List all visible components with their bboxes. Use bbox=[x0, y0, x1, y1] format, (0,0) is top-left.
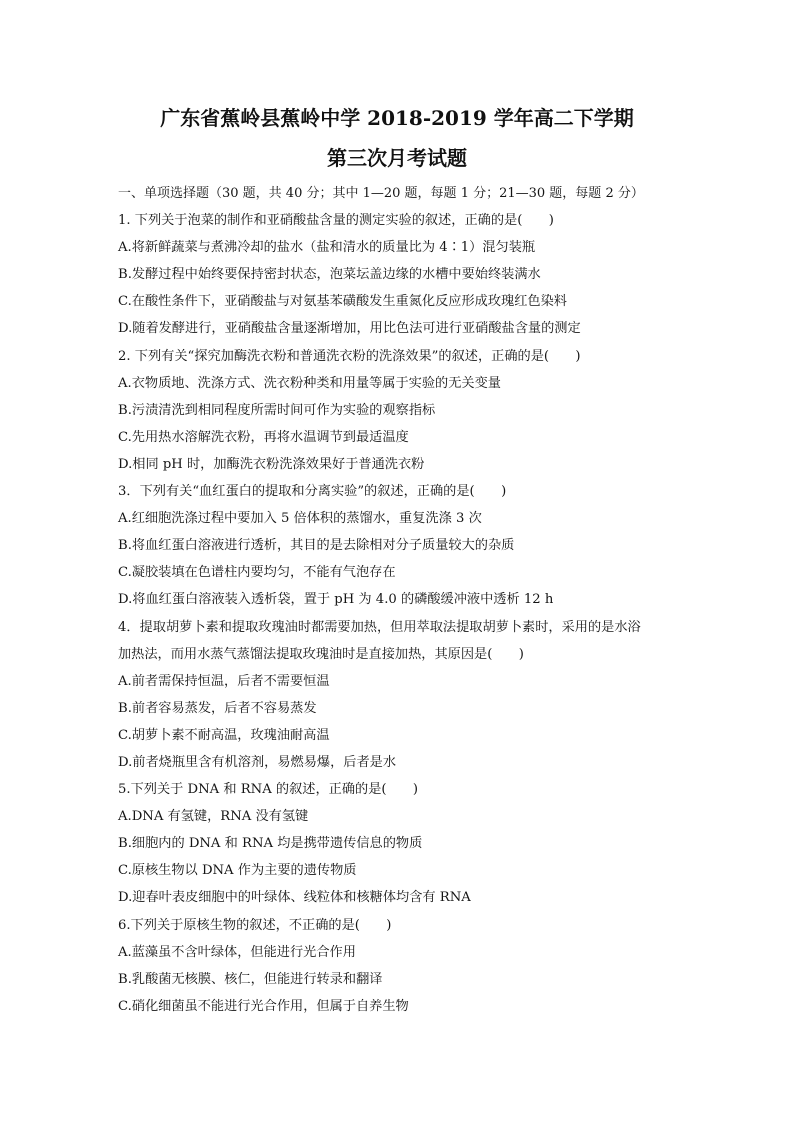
exam-body bbox=[118, 180, 678, 1020]
question-4-option-d: D.前者烧瓶里含有机溶剂，易燃易爆，后者是水 bbox=[118, 754, 397, 770]
question-4-stem-line2: 加热法，而用水蒸气蒸馏法提取玫瑰油时是直接加热，其原因是( ) bbox=[118, 646, 524, 662]
question-5-option-c: C.原核生物以 DNA 作为主要的遗传物质 bbox=[118, 863, 357, 879]
question-4-option-c: C.胡萝卜素不耐高温，玫瑰油耐高温 bbox=[118, 727, 330, 743]
exam-subtitle: 第三次月考试题 bbox=[327, 146, 467, 170]
question-6-option-a: A.蓝藻虽不含叶绿体，但能进行光合作用 bbox=[118, 944, 356, 960]
question-4-stem-line1: 4．提取胡萝卜素和提取玫瑰油时都需要加热，但用萃取法提取胡萝卜素时，采用的是水浴 bbox=[118, 619, 641, 635]
question-5-option-b: B.细胞内的 DNA 和 RNA 均是携带遗传信息的物质 bbox=[118, 836, 423, 852]
question-1-stem: 1. 下列关于泡菜的制作和亚硝酸盐含量的测定实验的叙述，正确的是( ) bbox=[118, 213, 554, 229]
question-3-stem: 3．下列有关“血红蛋白的提取和分离实验”的叙述，正确的是( ) bbox=[118, 484, 507, 500]
question-4-option-a: A.前者需保持恒温，后者不需要恒温 bbox=[118, 673, 330, 689]
question-6-stem: 6.下列关于原核生物的叙述，不正确的是( ) bbox=[118, 917, 392, 933]
question-5-option-a: A.DNA 有氢键，RNA 没有氢键 bbox=[118, 809, 309, 825]
question-1-option-c: C.在酸性条件下，亚硝酸盐与对氨基苯磺酸发生重氮化反应形成玫瑰红色染料 bbox=[118, 294, 567, 310]
question-4-option-b: B.前者容易蒸发，后者不容易蒸发 bbox=[118, 700, 317, 716]
question-5-option-d: D.迎春叶表皮细胞中的叶绿体、线粒体和核糖体均含有 RNA bbox=[118, 890, 471, 906]
question-2-option-c: C.先用热水溶解洗衣粉，再将水温调节到最适温度 bbox=[118, 429, 409, 445]
section-instruction: 一、单项选择题（30 题，共 40 分；其中 1—20 题，每题 1 分；21—30 题，每题 2 分） bbox=[118, 186, 644, 201]
question-3-option-d: D.将血红蛋白溶液装入透析袋，置于 pH 为 4.0 的磷酸缓冲液中透析 12 h bbox=[118, 592, 554, 608]
question-2-option-d: D.相同 pH 时，加酶洗衣粉洗涤效果好于普通洗衣粉 bbox=[118, 456, 425, 472]
question-3-option-c: C.凝胶装填在色谱柱内要均匀，不能有气泡存在 bbox=[118, 565, 396, 581]
question-3-option-b: B.将血红蛋白溶液进行透析，其目的是去除相对分子质量较大的杂质 bbox=[118, 538, 515, 554]
question-5-stem: 5.下列关于 DNA 和 RNA 的叙述，正确的是( ) bbox=[118, 782, 419, 798]
question-6-option-b: B.乳酸菌无核膜、核仁，但能进行转录和翻译 bbox=[118, 971, 383, 987]
exam-title: 广东省蕉岭县蕉岭中学 2018-2019 学年高二下学期 bbox=[160, 106, 634, 130]
question-1-option-b: B.发酵过程中始终要保持密封状态，泡菜坛盖边缘的水槽中要始终装满水 bbox=[118, 267, 541, 283]
question-2-option-b: B.污渍清洗到相同程度所需时间可作为实验的观察指标 bbox=[118, 402, 436, 418]
question-2-option-a: A.衣物质地、洗涤方式、洗衣粉种类和用量等属于实验的无关变量 bbox=[118, 375, 501, 391]
question-1-option-d: D.随着发酵进行，亚硝酸盐含量逐渐增加，用比色法可进行亚硝酸盐含量的测定 bbox=[118, 321, 581, 337]
question-6-option-c: C.硝化细菌虽不能进行光合作用，但属于自养生物 bbox=[118, 998, 409, 1014]
question-3-option-a: A.红细胞洗涤过程中要加入 5 倍体积的蒸馏水，重复洗涤 3 次 bbox=[118, 511, 482, 527]
question-1-option-a: A.将新鲜蔬菜与煮沸冷却的盐水（盐和清水的质量比为 4∶1）混匀装瓶 bbox=[118, 240, 536, 256]
question-2-stem: 2. 下列有关“探究加酶洗衣粉和普通洗衣粉的洗涤效果”的叙述，正确的是( ) bbox=[118, 348, 581, 364]
